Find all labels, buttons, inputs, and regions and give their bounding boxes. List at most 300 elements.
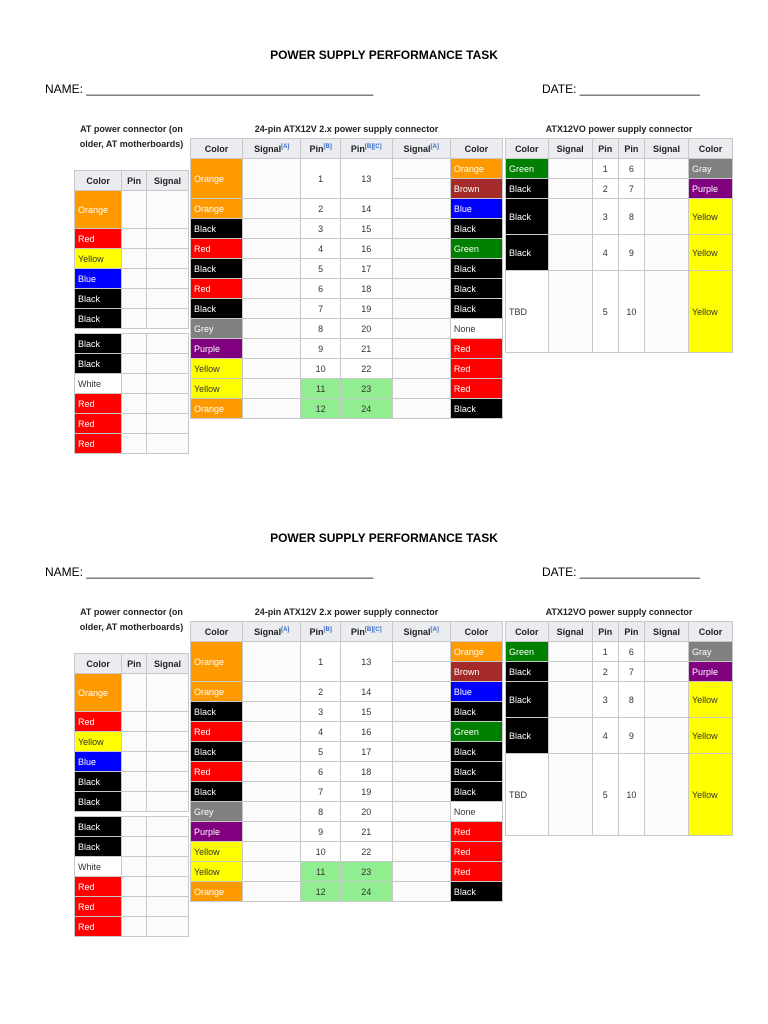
table-row (191, 159, 503, 179)
column-header: Signal[A] (392, 139, 450, 159)
signal-cell (147, 289, 189, 309)
pin-number-cell: 9 (301, 822, 341, 842)
pin-number-cell: 7 (301, 782, 341, 802)
wire-color-cell: Green (450, 722, 502, 742)
pin-number-cell: 6 (618, 642, 644, 662)
table-row (75, 191, 189, 229)
signal-cell (644, 754, 688, 836)
wire-color-cell: Purple (191, 822, 243, 842)
wire-color-cell: Black (75, 772, 122, 792)
wire-color-cell: Red (75, 394, 122, 414)
date-field[interactable]: DATE: __________________ (542, 82, 700, 96)
signal-cell (122, 752, 147, 772)
table-row (506, 199, 733, 235)
signal-cell (243, 722, 301, 742)
wire-color-cell: Red (75, 434, 122, 454)
pin-number-cell: 20 (340, 802, 392, 822)
wire-color-cell: Red (450, 822, 502, 842)
wire-color-cell: Black (450, 742, 502, 762)
table-row (75, 374, 189, 394)
table-row (506, 718, 733, 754)
signal-cell (243, 259, 301, 279)
table-row (75, 394, 189, 414)
signal-cell (392, 199, 450, 219)
pin-number-cell: 24 (340, 399, 392, 419)
pin-number-cell: 3 (301, 219, 341, 239)
wire-color-cell: Brown (450, 179, 502, 199)
signal-cell (548, 642, 592, 662)
pin-number-cell: 2 (592, 662, 618, 682)
name-field[interactable]: NAME: ___________________________________________ (45, 565, 374, 579)
pin-number-cell: 8 (301, 319, 341, 339)
signal-cell (122, 792, 147, 812)
atx12vo-connector-table (505, 621, 733, 836)
wire-color-cell: Black (191, 259, 243, 279)
column-header: Pin (592, 622, 618, 642)
pin-number-cell: 6 (301, 279, 341, 299)
table-row (506, 159, 733, 179)
wire-color-cell: Blue (450, 199, 502, 219)
table-row (191, 339, 503, 359)
pin-number-cell: 23 (340, 379, 392, 399)
wire-color-cell: Black (506, 682, 549, 718)
signal-cell (147, 249, 189, 269)
pin-number-cell: 10 (301, 842, 341, 862)
signal-cell (392, 179, 450, 199)
signal-cell (243, 822, 301, 842)
pin-number-cell: 4 (592, 235, 618, 271)
wire-color-cell: Yellow (688, 718, 732, 754)
signal-cell (392, 842, 450, 862)
signal-cell (548, 754, 592, 836)
table-row (75, 817, 189, 837)
signal-cell (392, 399, 450, 419)
table-row (75, 674, 189, 712)
signal-cell (122, 817, 147, 837)
table-row (191, 822, 503, 842)
wire-color-cell: Orange (191, 642, 243, 682)
wire-color-cell: Blue (75, 752, 122, 772)
table-row (191, 842, 503, 862)
pin-number-cell: 10 (618, 754, 644, 836)
wire-color-cell: Red (75, 229, 122, 249)
wire-color-cell: Red (191, 722, 243, 742)
signal-cell (644, 235, 688, 271)
signal-cell (243, 379, 301, 399)
pin-number-cell: 7 (618, 179, 644, 199)
pin-number-cell: 13 (340, 159, 392, 199)
worksheet (0, 0, 768, 480)
signal-cell (147, 877, 189, 897)
wire-color-cell: Yellow (688, 271, 732, 353)
signal-cell (147, 414, 189, 434)
signal-cell (147, 434, 189, 454)
signal-cell (243, 239, 301, 259)
worksheet (0, 483, 768, 963)
table-row (191, 379, 503, 399)
pin-number-cell: 8 (618, 682, 644, 718)
pin-number-cell: 5 (592, 754, 618, 836)
table-row (191, 359, 503, 379)
signal-cell (122, 837, 147, 857)
signal-cell (243, 682, 301, 702)
table-row (191, 239, 503, 259)
signal-cell (548, 662, 592, 682)
signal-cell (122, 374, 147, 394)
signal-cell (644, 662, 688, 682)
signal-cell (392, 682, 450, 702)
signal-cell (392, 219, 450, 239)
pin-number-cell: 9 (618, 718, 644, 754)
signal-cell (243, 399, 301, 419)
signal-cell (243, 339, 301, 359)
atx-connector-table (190, 621, 503, 930)
wire-color-cell: Yellow (75, 732, 122, 752)
table-row (75, 857, 189, 877)
table-row (191, 319, 503, 339)
wire-color-cell: TBD (506, 271, 549, 353)
table-row (75, 917, 189, 937)
pin-number-cell: 15 (340, 702, 392, 722)
pin-number-cell: 12 (301, 399, 341, 419)
wire-color-cell: Black (191, 782, 243, 802)
wire-color-cell: Black (506, 179, 549, 199)
pin-number-cell: 11 (301, 379, 341, 399)
column-header: Pin[B][C] (340, 622, 392, 642)
signal-cell (243, 319, 301, 339)
signal-cell (548, 159, 592, 179)
column-header: Color (450, 622, 502, 642)
pin-number-cell: 6 (618, 159, 644, 179)
wire-color-cell: Red (75, 414, 122, 434)
wire-color-cell: Black (450, 782, 502, 802)
pin-number-cell: 14 (340, 682, 392, 702)
pin-number-cell: 4 (301, 239, 341, 259)
signal-cell (147, 897, 189, 917)
table-row (506, 754, 733, 836)
wire-color-cell: Yellow (75, 249, 122, 269)
column-header: Pin (122, 654, 147, 674)
signal-cell (243, 299, 301, 319)
atx12vo-connector-caption: ATX12VO power supply connector (545, 124, 693, 134)
wire-color-cell: Yellow (688, 199, 732, 235)
pin-number-cell: 17 (340, 259, 392, 279)
signal-cell (548, 682, 592, 718)
pin-number-cell: 13 (340, 642, 392, 682)
wire-color-cell: Yellow (688, 754, 732, 836)
at-connector-caption: AT power connector (on older, AT motherboards) (79, 607, 184, 632)
signal-cell (392, 279, 450, 299)
wire-color-cell: White (75, 857, 122, 877)
table-row (75, 434, 189, 454)
wire-color-cell: Red (191, 239, 243, 259)
table-row (75, 414, 189, 434)
signal-cell (392, 822, 450, 842)
signal-cell (644, 271, 688, 353)
signal-cell (147, 309, 189, 329)
pin-number-cell: 18 (340, 762, 392, 782)
wire-color-cell: Gray (688, 159, 732, 179)
wire-color-cell: Green (450, 239, 502, 259)
signal-cell (147, 792, 189, 812)
wire-color-cell: Red (450, 379, 502, 399)
table-row (191, 722, 503, 742)
signal-cell (392, 882, 450, 902)
pin-number-cell: 17 (340, 742, 392, 762)
wire-color-cell: None (450, 319, 502, 339)
pin-number-cell: 19 (340, 782, 392, 802)
table-row (75, 334, 189, 354)
column-header: Color (688, 139, 732, 159)
signal-cell (392, 159, 450, 179)
signal-cell (122, 732, 147, 752)
wire-color-cell: Black (450, 399, 502, 419)
column-header: Signal (548, 139, 592, 159)
signal-cell (548, 271, 592, 353)
table-row (75, 732, 189, 752)
wire-color-cell: Yellow (191, 842, 243, 862)
atx-connector-table (190, 138, 503, 447)
pin-number-cell: 2 (592, 179, 618, 199)
wire-color-cell: Black (506, 199, 549, 235)
column-header: Color (75, 171, 122, 191)
pin-number-cell: 9 (301, 339, 341, 359)
signal-cell (392, 379, 450, 399)
signal-cell (392, 359, 450, 379)
signal-cell (243, 762, 301, 782)
signal-cell (147, 837, 189, 857)
signal-cell (392, 319, 450, 339)
wire-color-cell: Black (75, 289, 122, 309)
table-row (75, 269, 189, 289)
wire-color-cell: Yellow (688, 682, 732, 718)
table-row (506, 642, 733, 662)
signal-cell (243, 199, 301, 219)
column-header: Pin (122, 171, 147, 191)
pin-number-cell: 5 (592, 271, 618, 353)
signal-cell (392, 239, 450, 259)
pin-number-cell: 20 (340, 319, 392, 339)
pin-number-cell: 1 (301, 159, 341, 199)
pin-number-cell: 21 (340, 339, 392, 359)
wire-color-cell: Black (191, 702, 243, 722)
wire-color-cell: Black (506, 235, 549, 271)
wire-color-cell: Yellow (191, 862, 243, 882)
signal-cell (644, 179, 688, 199)
signal-cell (392, 299, 450, 319)
signal-cell (644, 642, 688, 662)
pin-number-cell: 4 (301, 722, 341, 742)
signal-cell (122, 394, 147, 414)
table-row (506, 235, 733, 271)
signal-cell (392, 339, 450, 359)
wire-color-cell: Black (191, 742, 243, 762)
signal-cell (122, 712, 147, 732)
wire-color-cell: Red (450, 359, 502, 379)
signal-cell (122, 772, 147, 792)
table-row (75, 712, 189, 732)
wire-color-cell: TBD (506, 754, 549, 836)
wire-color-cell: Blue (450, 682, 502, 702)
table-row (75, 877, 189, 897)
pin-number-cell: 12 (301, 882, 341, 902)
signal-cell (644, 199, 688, 235)
table-row (191, 279, 503, 299)
table-row (506, 662, 733, 682)
pin-number-cell: 16 (340, 722, 392, 742)
signal-cell (392, 642, 450, 662)
table-row (75, 837, 189, 857)
wire-color-cell: Purple (688, 179, 732, 199)
table-row (506, 271, 733, 353)
pin-number-cell: 7 (301, 299, 341, 319)
table-row (75, 289, 189, 309)
wire-color-cell: Purple (191, 339, 243, 359)
table-row (191, 199, 503, 219)
pin-number-cell: 6 (301, 762, 341, 782)
table-row (191, 642, 503, 662)
wire-color-cell: Red (75, 712, 122, 732)
signal-cell (122, 334, 147, 354)
table-row (191, 862, 503, 882)
signal-cell (243, 882, 301, 902)
column-header: Color (191, 622, 243, 642)
signal-cell (122, 191, 147, 229)
wire-color-cell: Black (75, 354, 122, 374)
signal-cell (243, 802, 301, 822)
at-connector-table (74, 653, 189, 937)
pin-number-cell: 23 (340, 862, 392, 882)
wire-color-cell: Black (450, 279, 502, 299)
table-row (506, 179, 733, 199)
pin-number-cell: 2 (301, 199, 341, 219)
at-connector-table (74, 170, 189, 454)
wire-color-cell: Black (450, 882, 502, 902)
signal-cell (392, 702, 450, 722)
pin-number-cell: 22 (340, 359, 392, 379)
wire-color-cell: Red (75, 917, 122, 937)
signal-cell (548, 179, 592, 199)
wire-color-cell: Black (506, 662, 549, 682)
signal-cell (392, 802, 450, 822)
column-header: Color (450, 139, 502, 159)
pin-number-cell: 10 (301, 359, 341, 379)
table-row (191, 682, 503, 702)
table-row (506, 682, 733, 718)
signal-cell (122, 434, 147, 454)
signal-cell (243, 742, 301, 762)
wire-color-cell: Grey (191, 319, 243, 339)
column-header: Signal (548, 622, 592, 642)
signal-cell (548, 235, 592, 271)
wire-color-cell: Black (75, 817, 122, 837)
wire-color-cell: Orange (450, 642, 502, 662)
signal-cell (122, 897, 147, 917)
wire-color-cell: Black (75, 334, 122, 354)
name-field[interactable]: NAME: ___________________________________________ (45, 82, 374, 96)
wire-color-cell: Orange (75, 191, 122, 229)
column-header: Pin[B][C] (340, 139, 392, 159)
column-header: Pin[B] (301, 139, 341, 159)
signal-cell (644, 682, 688, 718)
column-header: Signal (147, 654, 189, 674)
table-row (191, 399, 503, 419)
signal-cell (122, 269, 147, 289)
column-header: Color (506, 622, 549, 642)
wire-color-cell: Yellow (191, 379, 243, 399)
wire-color-cell: Red (450, 339, 502, 359)
date-field[interactable]: DATE: __________________ (542, 565, 700, 579)
signal-cell (122, 414, 147, 434)
signal-cell (147, 354, 189, 374)
wire-color-cell: Orange (191, 199, 243, 219)
signal-cell (147, 191, 189, 229)
wire-color-cell: Yellow (688, 235, 732, 271)
table-row (191, 742, 503, 762)
wire-color-cell: White (75, 374, 122, 394)
wire-color-cell: Black (75, 309, 122, 329)
signal-cell (243, 842, 301, 862)
table-row (191, 782, 503, 802)
table-row (191, 762, 503, 782)
column-header: Color (191, 139, 243, 159)
signal-cell (147, 712, 189, 732)
signal-cell (392, 662, 450, 682)
wire-color-cell: Black (75, 792, 122, 812)
table-row (75, 792, 189, 812)
signal-cell (147, 394, 189, 414)
wire-color-cell: None (450, 802, 502, 822)
signal-cell (122, 249, 147, 269)
pin-number-cell: 21 (340, 822, 392, 842)
signal-cell (243, 279, 301, 299)
signal-cell (147, 334, 189, 354)
signal-cell (548, 718, 592, 754)
signal-cell (243, 782, 301, 802)
wire-color-cell: Red (75, 897, 122, 917)
wire-color-cell: Yellow (191, 359, 243, 379)
wire-color-cell: Orange (191, 399, 243, 419)
signal-cell (122, 917, 147, 937)
table-row (75, 229, 189, 249)
table-row (75, 772, 189, 792)
wire-color-cell: Black (191, 299, 243, 319)
wire-color-cell: Red (191, 762, 243, 782)
pin-number-cell: 11 (301, 862, 341, 882)
pin-number-cell: 8 (618, 199, 644, 235)
table-row (191, 882, 503, 902)
table-row (191, 219, 503, 239)
signal-cell (122, 674, 147, 712)
signal-cell (147, 917, 189, 937)
wire-color-cell: Orange (191, 882, 243, 902)
pin-number-cell: 7 (618, 662, 644, 682)
signal-cell (243, 359, 301, 379)
signal-cell (392, 742, 450, 762)
signal-cell (548, 199, 592, 235)
atx12vo-connector-caption: ATX12VO power supply connector (545, 607, 693, 617)
pin-number-cell: 9 (618, 235, 644, 271)
pin-number-cell: 24 (340, 882, 392, 902)
wire-color-cell: Red (450, 862, 502, 882)
pin-number-cell: 16 (340, 239, 392, 259)
pin-number-cell: 14 (340, 199, 392, 219)
wire-color-cell: Black (450, 702, 502, 722)
pin-number-cell: 1 (301, 642, 341, 682)
signal-cell (243, 219, 301, 239)
signal-cell (122, 857, 147, 877)
wire-color-cell: Green (506, 159, 549, 179)
